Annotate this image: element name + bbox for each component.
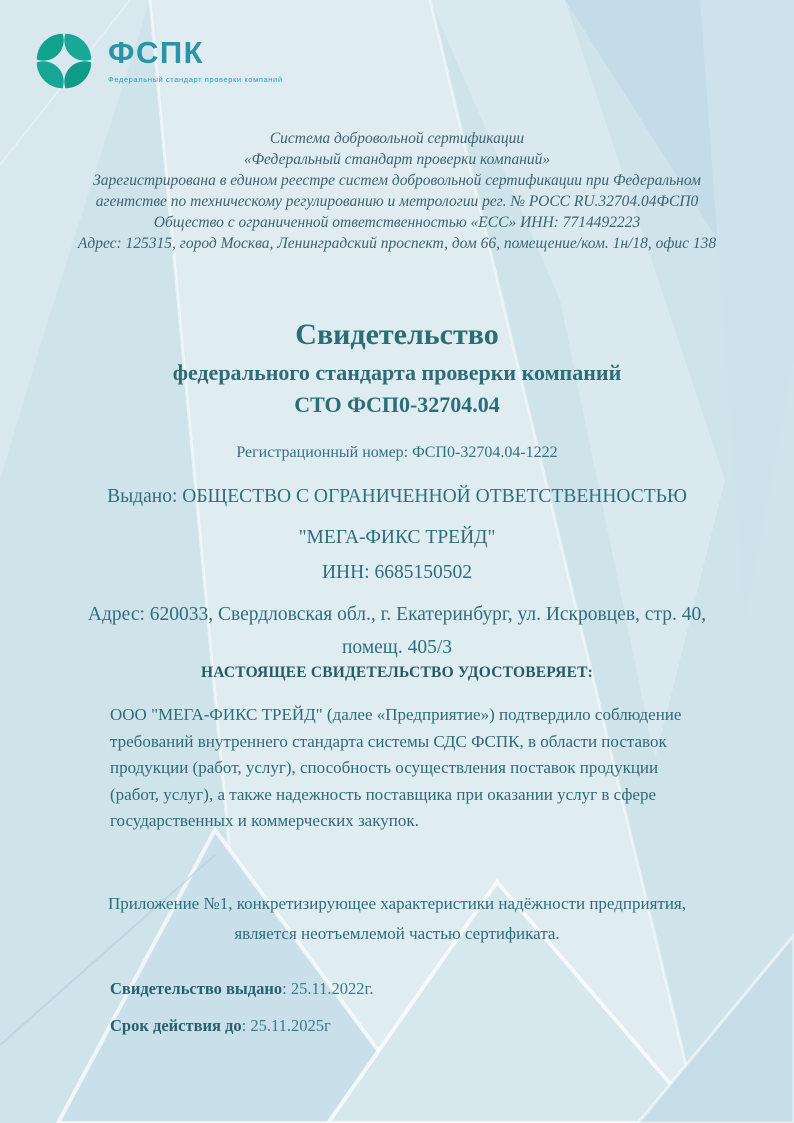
fspk-pinwheel-logo-icon bbox=[30, 27, 98, 95]
title-subtitle: федерального стандарта проверки компаний bbox=[172, 359, 622, 385]
brand-name: ФСПК bbox=[108, 35, 205, 70]
valid-until-row bbox=[110, 1016, 374, 1036]
company-inn: ИНН: 6685150502 bbox=[321, 562, 473, 583]
header-line: Зарегистрирована в едином реестре систем добровольной сертификации при Федеральном bbox=[93, 172, 701, 189]
valid-until-value: : 25.11.2025г bbox=[241, 1016, 331, 1035]
title-main: Свидетельство bbox=[295, 318, 499, 351]
annex-note: Приложение №1, конкретизирующее характеристики надёжности предприятия, является неотъемлемой частью сертификата. bbox=[107, 894, 687, 943]
registration-number: Регистрационный номер: ФСП0-32704.04-1222 bbox=[236, 444, 558, 461]
header-line: Общество с ограниченной ответственностью «ЕСС» ИНН: 7714492223 bbox=[153, 214, 641, 231]
certification-system-header bbox=[40, 128, 754, 254]
issued-date-label: Свидетельство выдано bbox=[110, 979, 283, 998]
validity-dates bbox=[110, 979, 374, 1053]
logo-text-block bbox=[108, 37, 283, 84]
brand-tagline: Федеральный стандарт проверки компаний bbox=[108, 75, 283, 84]
valid-until-label: Срок действия до bbox=[110, 1016, 242, 1035]
logo bbox=[30, 27, 283, 95]
header-line: Адрес: 125315, город Москва, Ленинградский проспект, дом 66, помещение/ком. 1н/18, офис 138 bbox=[77, 235, 717, 252]
header-line: «Федеральный стандарт проверки компаний» bbox=[243, 151, 551, 168]
company-address: Адрес: 620033, Свердловская обл., г. Екатеринбург, ул. Искровцев, стр. 40, помещ. 405/3 bbox=[87, 604, 707, 658]
issued-date-value: : 25.11.2022г. bbox=[282, 979, 374, 998]
title-standard-number: СТО ФСП0-32704.04 bbox=[294, 391, 500, 417]
company-name: "МЕГА-ФИКС ТРЕЙД" bbox=[298, 527, 496, 548]
certificate-title bbox=[0, 318, 794, 418]
issued-date-row bbox=[110, 979, 374, 999]
header-line: Система добровольной сертификации bbox=[269, 130, 525, 147]
header-line: агентстве по техническому регулированию и метрологии рег. № РОСС RU.32704.04ФСП0 bbox=[95, 193, 699, 210]
statement-body: ООО "МЕГА-ФИКС ТРЕЙД" (далее «Предприятие») подтвердило соблюдение требований внутреннего стандарта системы СДС ФСПК, в области поставок продукции (работ, услуг), способность осуществления поставок продукции (работ, услуг), а также надежность поставщика при оказании услуг в сфере государственных и коммерческих закупок. bbox=[110, 705, 682, 830]
statement-heading: НАСТОЯЩЕЕ СВИДЕТЕЛЬСТВО УДОСТОВЕРЯЕТ: bbox=[200, 664, 594, 681]
issued-to-line: Выдано: ОБЩЕСТВО С ОГРАНИЧЕННОЙ ОТВЕТСТВЕННОСТЬЮ bbox=[107, 486, 687, 507]
